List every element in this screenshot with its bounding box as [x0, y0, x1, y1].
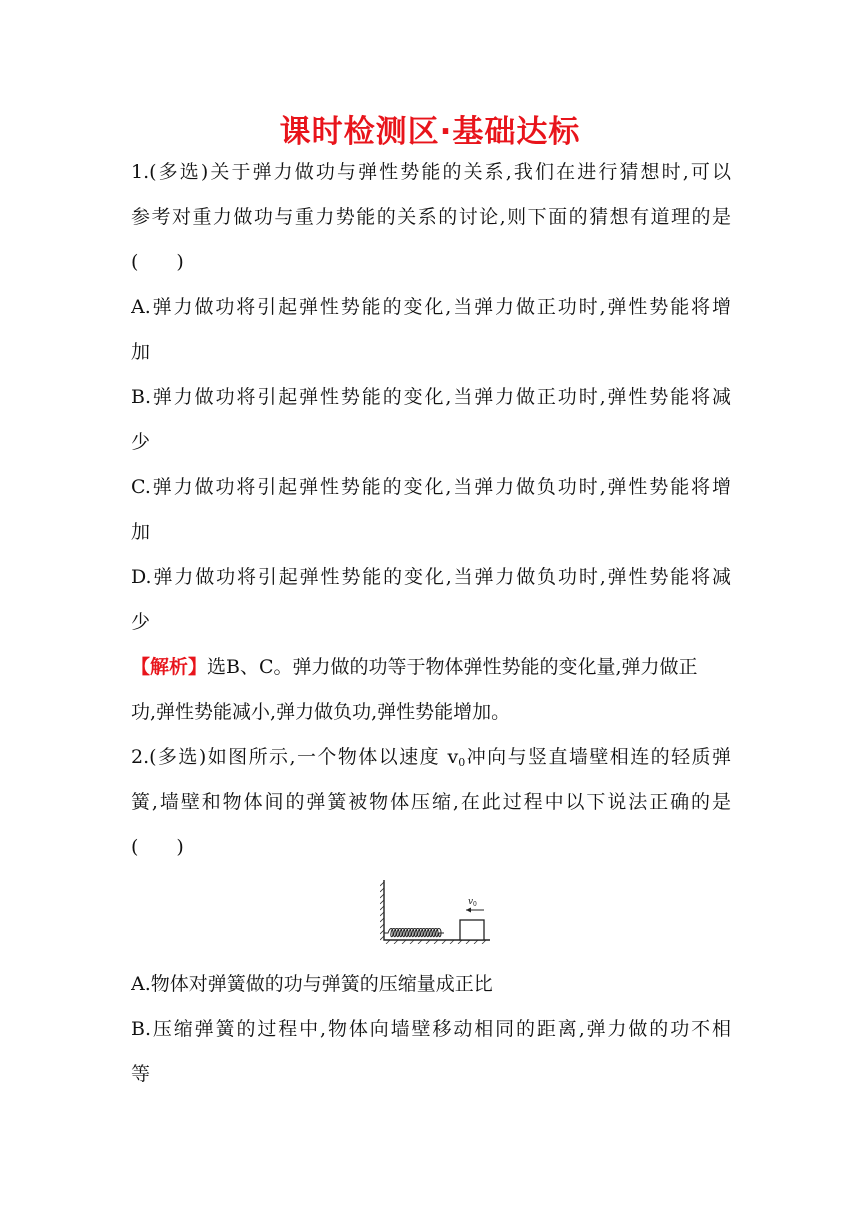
- analysis-tag: 【解析】: [131, 656, 208, 678]
- velocity-label: v: [468, 897, 474, 907]
- q1-answer-blank: ( ): [131, 251, 184, 273]
- spring-diagram: [380, 880, 490, 944]
- q1-analysis-line-2: 功,弹性势能减小,弹力做负功,弹性势能增加。: [131, 701, 511, 723]
- q1-stem-line-1: 1.(多选)关于弹力做功与弹性势能的关系,我们在进行猜想时,可以: [131, 161, 731, 183]
- q1-option-c-line-2: 加: [131, 521, 151, 543]
- spring-wall-figure: [380, 880, 490, 944]
- page-title: 课时检测区·基础达标: [279, 114, 581, 150]
- q1-option-d-line-2: 少: [131, 611, 151, 633]
- q1-option-d-line-1: D.弹力做功将引起弹性势能的变化,当弹力做负功时,弹性势能将减: [131, 566, 731, 588]
- analysis-text: 选B、C。弹力做的功等于物体弹性势能的变化量,弹力做正: [207, 656, 698, 678]
- q2-option-b-line-1: B.压缩弹簧的过程中,物体向墙壁移动相同的距离,弹力做的功不相: [131, 1018, 731, 1040]
- spring-icon: [384, 929, 444, 937]
- q2-stem-text-a: 2.(多选)如图所示,一个物体以速度 v: [131, 746, 459, 768]
- q1-stem-line-2: 参考对重力做功与重力势能的关系的讨论,则下面的猜想有道理的是: [131, 206, 731, 228]
- q2-answer-blank: ( ): [131, 836, 184, 858]
- q1-option-a-line-1: A.弹力做功将引起弹性势能的变化,当弹力做正功时,弹性势能将增: [131, 296, 731, 318]
- q2-option-b-line-2: 等: [131, 1063, 151, 1085]
- q1-option-a-line-2: 加: [131, 341, 151, 363]
- velocity-subscript: 0: [458, 756, 466, 769]
- q1-option-b-line-2: 少: [131, 431, 151, 453]
- block-icon: [460, 920, 484, 940]
- q2-option-a-line-1: A.物体对弹簧做的功与弹簧的压缩量成正比: [131, 973, 493, 995]
- arrow-left-icon: [466, 908, 471, 913]
- q1-option-c-line-1: C.弹力做功将引起弹性势能的变化,当弹力做负功时,弹性势能将增: [131, 476, 731, 498]
- q1-option-b-line-1: B.弹力做功将引起弹性势能的变化,当弹力做正功时,弹性势能将减: [131, 386, 731, 408]
- velocity-label-subscript: 0: [473, 901, 477, 908]
- q2-stem-line-1: [131, 745, 731, 775]
- q2-stem-text-b: 冲向与竖直墙壁相连的轻质弹: [465, 746, 731, 768]
- q2-stem-line-2: 簧,墙壁和物体间的弹簧被物体压缩,在此过程中以下说法正确的是: [131, 791, 731, 813]
- q1-analysis-line-1: [131, 655, 731, 679]
